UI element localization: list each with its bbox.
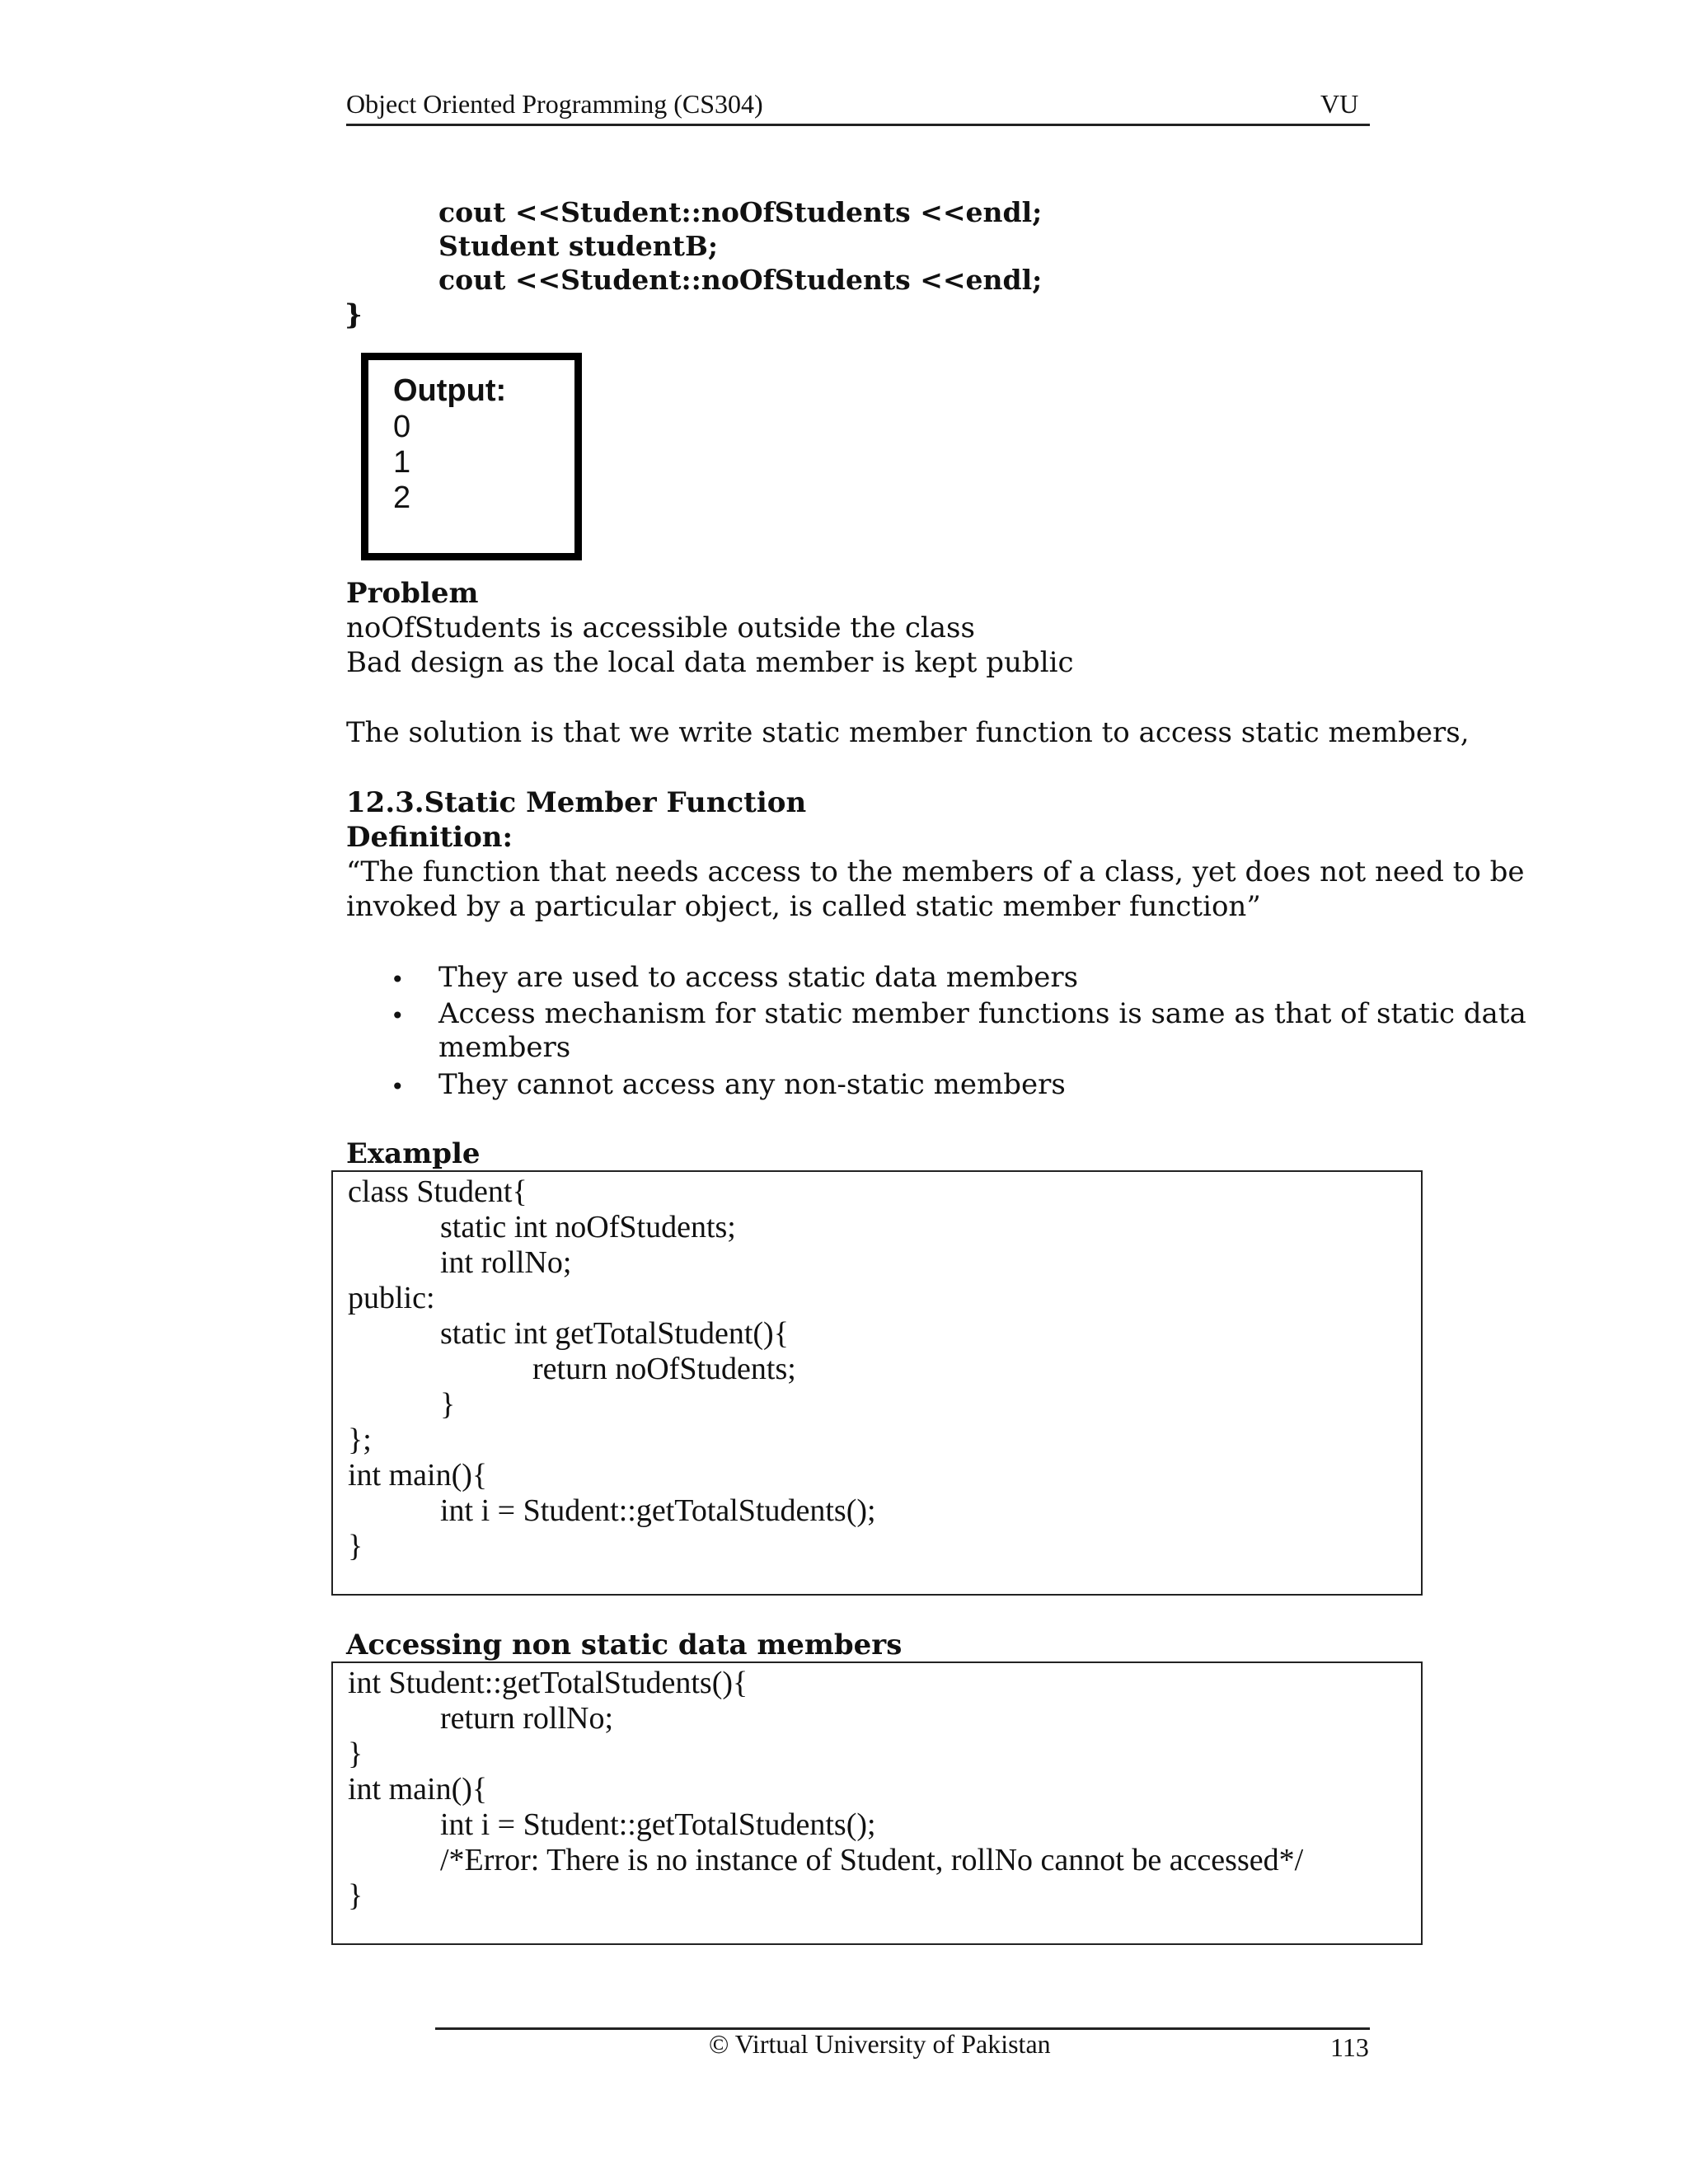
definition-label: Definition: <box>346 821 513 854</box>
problem-line-1: noOfStudents is accessible outside the class <box>346 612 975 644</box>
example-code-box <box>331 1170 1423 1596</box>
nonstatic-line-2: return rollNo; <box>440 1701 614 1736</box>
example-line-5: static int getTotalStudent(){ <box>440 1316 789 1351</box>
bullet-icon: • <box>391 1002 405 1029</box>
nonstatic-heading: Accessing non static data members <box>346 1629 903 1661</box>
section-heading: 12.3.Static Member Function <box>346 786 807 819</box>
example-line-2: static int noOfStudents; <box>440 1210 736 1244</box>
bullet-icon: • <box>391 1073 405 1100</box>
bullet-item-1: They are used to access static data members <box>438 961 1079 994</box>
code-top-line-2: Student studentB; <box>438 230 719 262</box>
header-title: Object Oriented Programming (CS304) <box>346 89 763 119</box>
output-line-3: 2 <box>393 480 411 515</box>
example-line-3: int rollNo; <box>440 1245 572 1280</box>
example-line-7: } <box>440 1387 456 1422</box>
solution-text: The solution is that we write static member function to access static members, <box>346 716 1470 749</box>
code-top-closing-brace: } <box>345 298 363 331</box>
output-line-2: 1 <box>393 445 411 480</box>
output-title: Output: <box>393 373 507 408</box>
problem-heading: Problem <box>346 577 479 610</box>
footer-page-number: 113 <box>1330 2032 1369 2062</box>
nonstatic-line-6: /*Error: There is no instance of Student, rollNo cannot be accessed*/ <box>440 1843 1304 1877</box>
example-line-6: return noOfStudents; <box>532 1352 796 1386</box>
footer-copyright: © Virtual University of Pakistan <box>709 2029 1051 2059</box>
nonstatic-line-5: int i = Student::getTotalStudents(); <box>440 1807 876 1842</box>
example-line-11: } <box>348 1529 363 1563</box>
nonstatic-code-box <box>331 1661 1423 1945</box>
problem-line-2: Bad design as the local data member is kept public <box>346 646 1074 679</box>
bullet-item-2: Access mechanism for static member functions is same as that of static data <box>438 997 1526 1030</box>
example-line-9: int main(){ <box>348 1458 488 1493</box>
bullet-item-3: They cannot access any non-static members <box>438 1068 1066 1101</box>
example-line-10: int i = Student::getTotalStudents(); <box>440 1493 876 1528</box>
header-rule <box>346 124 1370 126</box>
nonstatic-line-4: int main(){ <box>348 1772 488 1807</box>
example-line-4: public: <box>348 1281 435 1315</box>
example-line-8: }; <box>348 1422 372 1457</box>
nonstatic-line-1: int Student::getTotalStudents(){ <box>348 1666 748 1700</box>
code-top-line-1: cout <<Student::noOfStudents <<endl; <box>438 196 1043 228</box>
bullet-item-2-continued: members <box>438 1031 571 1064</box>
definition-line-1: “The function that needs access to the members of a class, yet does not need to be <box>346 855 1525 888</box>
example-heading: Example <box>346 1137 481 1170</box>
nonstatic-line-7: } <box>348 1878 363 1913</box>
definition-line-2: invoked by a particular object, is called static member function” <box>346 890 1261 923</box>
example-line-1: class Student{ <box>348 1174 528 1209</box>
bullet-icon: • <box>391 966 405 993</box>
nonstatic-line-3: } <box>348 1736 363 1771</box>
header-org: VU <box>1320 89 1359 119</box>
output-box <box>361 353 582 560</box>
code-top-line-3: cout <<Student::noOfStudents <<endl; <box>438 264 1043 296</box>
output-line-1: 0 <box>393 410 411 444</box>
